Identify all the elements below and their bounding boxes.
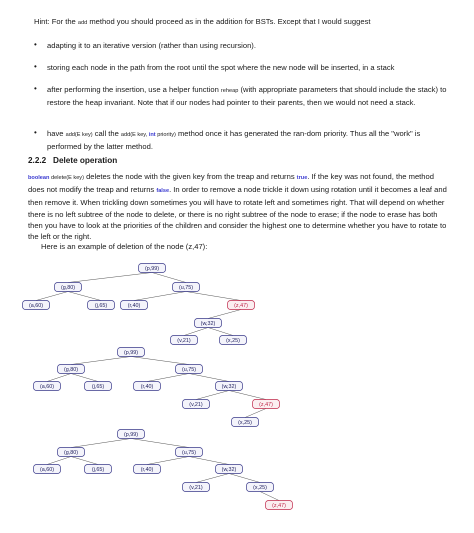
tree-edge	[71, 357, 131, 365]
tree-node-label: (u,75)	[178, 284, 194, 291]
bullet-marker: •	[34, 62, 37, 71]
tree-node-label: (a,60)	[28, 302, 44, 309]
tree-edge	[229, 391, 266, 400]
tree-node-label: (x,25)	[226, 337, 240, 344]
text-run: (with appropriate parameters that should include the stack) to restore the heap invariant. Note that if our nodes had pointer to their parents, then we would not need a stack.	[47, 85, 447, 108]
tree-edge	[147, 374, 189, 382]
bullet-marker: •	[34, 40, 37, 49]
tree-node	[139, 264, 166, 273]
tree-node-deleted	[266, 501, 293, 510]
tree-edge	[68, 273, 152, 283]
tree-node-label: (g,80)	[63, 366, 79, 373]
tree-node	[220, 336, 247, 345]
tree-edge	[184, 328, 208, 336]
tree-node	[247, 483, 274, 492]
tree-node	[23, 301, 50, 310]
treap-diagram-1	[23, 264, 255, 345]
text-run: adapting it to an iterative version (rather than using recursion).	[47, 41, 256, 50]
tree-node-label: (a,60)	[39, 383, 55, 390]
text-run: . If the key was not found, the method does not modify the treap and returns	[28, 172, 434, 195]
tree-edge	[71, 439, 131, 448]
tree-edge	[186, 292, 241, 301]
tree-node	[85, 465, 112, 474]
tree-node-label: (x,25)	[238, 419, 252, 426]
tree-node-label: (z,47)	[259, 401, 273, 408]
treap-diagram-2	[34, 348, 280, 427]
tree-node	[58, 365, 85, 374]
tree-node	[88, 301, 115, 310]
tree-node	[55, 283, 82, 292]
tree-node-label: (g,80)	[60, 284, 76, 291]
tree-edge	[189, 457, 229, 465]
tree-node	[121, 301, 148, 310]
text-run: have	[47, 129, 66, 138]
tree-edge	[71, 457, 98, 465]
tree-node	[171, 336, 198, 345]
tree-node-label: (p,99)	[123, 431, 139, 438]
inline-keyword: boolean	[28, 175, 50, 181]
tree-edge	[229, 474, 260, 483]
tree-node	[216, 382, 243, 391]
tree-node-label: (u,75)	[181, 449, 197, 456]
inline-keyword: false	[156, 188, 170, 195]
tree-edge	[131, 439, 189, 448]
text-run: after performing the insertion, use a helper function	[47, 85, 221, 94]
tree-node-deleted	[253, 400, 280, 409]
inline-keyword: int	[148, 132, 156, 138]
tree-node-label: (u,75)	[181, 366, 197, 373]
tree-edge	[152, 273, 186, 283]
tree-node-label: (v,21)	[177, 337, 191, 344]
tree-node-label: (j,65)	[91, 383, 105, 390]
section-number: 2.2.2	[28, 156, 47, 165]
section-title: Delete operation	[53, 156, 118, 165]
tree-node	[232, 418, 259, 427]
example-intro: Here is an example of deletion of the node (z,47):	[41, 242, 208, 251]
tree-edge	[36, 292, 68, 301]
tree-node	[134, 465, 161, 474]
text-run: . In order to remove a node trickle it down using rotation until it becomes a leaf and then remove it. When trickling down sometimes you will have to rotate left and sometimes right. That will depend on whether there is no left subtree of the node to delete, or there is no right subtree of the node to erase; if the node to erase has both then you have to look at the priorities of the children and consider the highest one to determine whether you have to rotate to the left or the right.	[28, 185, 447, 242]
tree-node-label: (z,47)	[272, 502, 286, 509]
tree-edge	[131, 357, 189, 365]
tree-node	[176, 365, 203, 374]
text-run: method once it has generated the ran-dom priority. Thus all the "work" is performed by the latter method.	[47, 129, 421, 152]
tree-node-label: (r,40)	[140, 383, 154, 390]
inline-code: add	[77, 20, 88, 26]
tree-node	[183, 400, 210, 409]
tree-node-label: (v,21)	[189, 484, 203, 491]
inline-code: delete(E key)	[49, 175, 84, 181]
tree-node-deleted	[228, 301, 255, 310]
tree-node-label: (r,40)	[127, 302, 141, 309]
tree-node-label: (p,99)	[144, 265, 160, 272]
tree-node-label: (w,32)	[221, 466, 237, 473]
tree-edge	[71, 374, 98, 382]
tree-node-label: (p,99)	[123, 349, 139, 356]
tree-edge	[196, 391, 229, 400]
tree-edge	[68, 292, 101, 301]
inline-code: reheap	[220, 88, 239, 94]
tree-edge	[208, 310, 241, 319]
text-run: storing each node in the path from the root until the spot where the new node will be inserted, in a stack	[47, 63, 395, 72]
inline-code: add(E key)	[65, 132, 93, 138]
tree-node-label: (r,40)	[140, 466, 154, 473]
tree-edge	[134, 292, 186, 301]
tree-edge	[47, 457, 71, 465]
tree-node-label: (j,65)	[94, 302, 108, 309]
tree-edge	[189, 374, 229, 382]
tree-node-label: (g,80)	[63, 449, 79, 456]
inline-code: priority)	[155, 132, 176, 138]
inline-code: add(E key,	[120, 132, 149, 138]
tree-node	[195, 319, 222, 328]
tree-node	[216, 465, 243, 474]
tree-node-label: (w,32)	[221, 383, 237, 390]
tree-node	[58, 448, 85, 457]
tree-node-label: (x,25)	[253, 484, 267, 491]
tree-edge	[245, 409, 266, 418]
tree-edge	[47, 374, 71, 382]
tree-node	[85, 382, 112, 391]
treap-diagram-3	[34, 430, 293, 510]
tree-node	[34, 465, 61, 474]
tree-node-label: (j,65)	[91, 466, 105, 473]
tree-node-label: (w,32)	[200, 320, 216, 327]
bullet-marker: •	[34, 84, 37, 93]
tree-node	[34, 382, 61, 391]
tree-node	[173, 283, 200, 292]
tree-edge	[260, 492, 279, 501]
tree-edge	[208, 328, 233, 336]
tree-node-label: (a,60)	[39, 466, 55, 473]
inline-keyword: true	[296, 175, 308, 181]
tree-node	[183, 483, 210, 492]
tree-edge	[196, 474, 229, 483]
tree-node-label: (z,47)	[234, 302, 248, 309]
tree-node	[118, 430, 145, 439]
hint-text: Hint: For the add method you should proceed as in the addition for BSTs. Except that I would suggest	[34, 17, 371, 26]
bullet-marker: •	[34, 128, 37, 137]
text-run: deletes the node with the given key from the treap and returns	[83, 172, 297, 181]
text-run: call the	[92, 129, 121, 138]
tree-node	[118, 348, 145, 357]
tree-node-label: (v,21)	[189, 401, 203, 408]
tree-node	[134, 382, 161, 391]
tree-edge	[147, 457, 189, 465]
tree-node	[176, 448, 203, 457]
